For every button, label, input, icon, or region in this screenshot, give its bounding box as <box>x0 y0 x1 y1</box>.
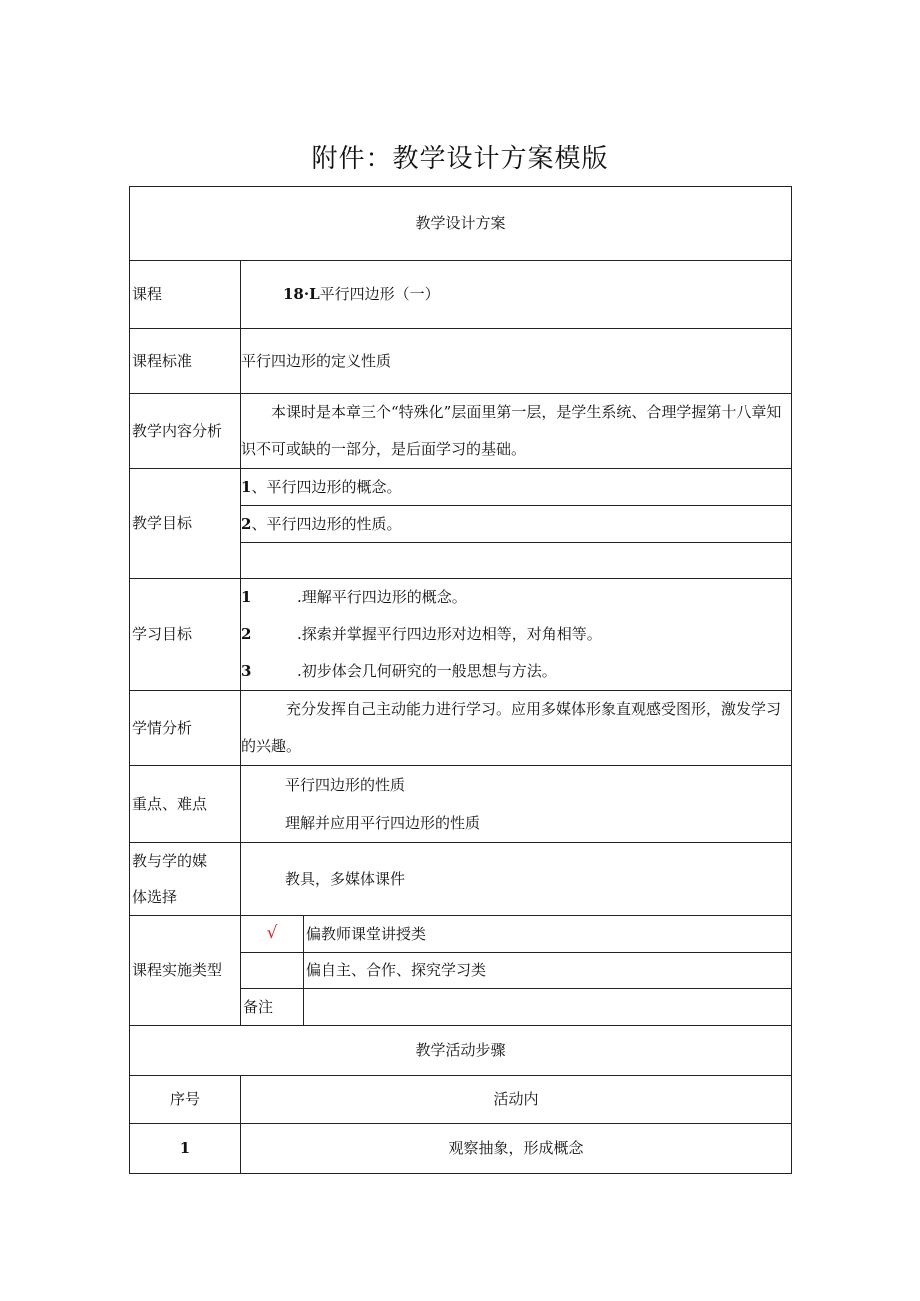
media-value: 教具，多媒体课件 <box>241 843 792 916</box>
teaching-goal-text: 、平行四边形的性质。 <box>251 514 402 533</box>
standard-label: 课程标准 <box>130 329 241 394</box>
seq-column-header: 序号 <box>130 1076 241 1124</box>
row-content: 观察抽象，形成概念 <box>241 1124 792 1174</box>
table-header-row <box>130 187 792 261</box>
media-label <box>130 843 241 916</box>
teaching-goal-row-1 <box>130 469 792 506</box>
teaching-goal-item <box>241 506 792 543</box>
learning-goals-list <box>241 579 792 691</box>
learning-goals-row <box>130 579 792 691</box>
teaching-goal-empty-cell <box>241 543 792 579</box>
key-point-line: 理解并应用平行四边形的性质 <box>285 814 481 832</box>
implementation-row-1 <box>130 916 792 953</box>
note-label: 备注 <box>241 989 304 1026</box>
standard-row <box>130 329 792 394</box>
content-analysis-value: 本课时是本章三个“特殊化”层面里第一层，是学生系统、合理学握第十八章知识不可或缺的一部分，是后面学习的基础。 <box>241 394 792 469</box>
course-value <box>241 261 792 329</box>
page-title: 附件：教学设计方案模版 <box>311 144 609 174</box>
media-label-line-2: 体选择 <box>132 888 178 906</box>
implementation-check-empty <box>241 953 304 989</box>
standard-value: 平行四边形的定义性质 <box>241 329 792 394</box>
column-header-row <box>130 1076 792 1124</box>
learning-goals-label: 学习目标 <box>130 579 241 691</box>
learning-goal-text: .初步体会几何研究的一般思想与方法。 <box>297 662 557 680</box>
implementation-option-1: 偏教师课堂讲授类 <box>304 916 792 953</box>
learning-goal-item <box>241 579 791 616</box>
student-analysis-value: 充分发挥自己主动能力进行学习。应用多媒体形象直观感受图形，激发学习的兴趣。 <box>241 691 792 766</box>
course-label: 课程 <box>130 261 241 329</box>
teaching-goals-label: 教学目标 <box>130 469 241 579</box>
student-analysis-row <box>130 691 792 766</box>
learning-goal-text: .探索并掌握平行四边形对边相等，对角相等。 <box>297 625 602 643</box>
activity-header: 教学活动步骤 <box>130 1026 792 1076</box>
learning-goal-text: .理解平行四边形的概念。 <box>297 588 467 606</box>
teaching-goal-number: 2 <box>241 514 252 533</box>
student-analysis-label: 学情分析 <box>130 691 241 766</box>
implementation-option-2: 偏自主、合作、探究学习类 <box>304 953 792 989</box>
learning-goal-number: 1 <box>241 588 252 606</box>
teaching-goal-text: 、平行四边形的概念。 <box>251 477 402 496</box>
key-points-list <box>241 766 792 843</box>
learning-goal-number: 3 <box>241 662 252 680</box>
table-row <box>130 1124 792 1174</box>
key-point-line: 平行四边形的性质 <box>285 776 406 794</box>
course-number: 18·L <box>283 285 320 304</box>
media-label-line-1: 教与学的媒 <box>132 852 208 870</box>
checkmark-icon: √ <box>241 916 304 953</box>
course-name: 平行四边形（一） <box>319 285 440 304</box>
content-column-header: 活动内 <box>241 1076 792 1124</box>
media-row <box>130 843 792 916</box>
content-analysis-label: 教学内容分析 <box>130 394 241 469</box>
activity-header-row <box>130 1026 792 1076</box>
table-header: 教学设计方案 <box>130 187 792 261</box>
learning-goal-item <box>241 653 791 690</box>
learning-goal-item <box>241 616 791 653</box>
content-analysis-row <box>130 394 792 469</box>
teaching-goal-number: 1 <box>241 477 252 496</box>
course-row <box>130 261 792 329</box>
design-table <box>129 186 792 1174</box>
learning-goal-number: 2 <box>241 625 252 643</box>
implementation-label: 课程实施类型 <box>130 916 241 1026</box>
key-points-row <box>130 766 792 843</box>
note-value <box>304 989 792 1026</box>
key-points-label: 重点、难点 <box>130 766 241 843</box>
teaching-goal-item <box>241 469 792 506</box>
row-seq: 1 <box>130 1124 241 1174</box>
